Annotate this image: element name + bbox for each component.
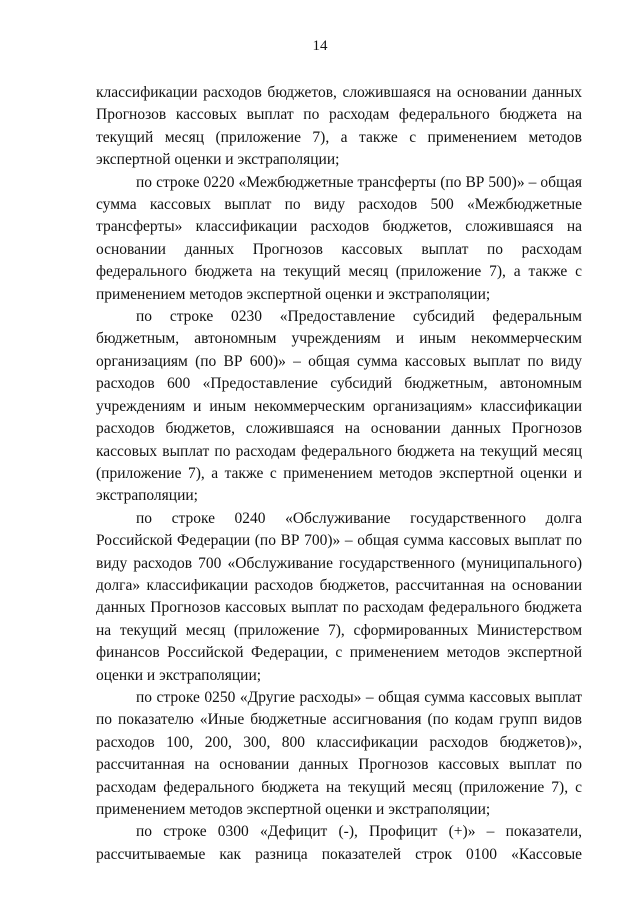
paragraph-line-0250: по строке 0250 «Другие расходы» – общая сумма кассовых выплат по показателю «Иные бюджетные ассигнования (по кодам групп видов расходов 100, 200, 300, 800 классификации расходов бюджетов)», рассчитанная на основании данных Прогнозов кассовых выплат по расходам федерального бюджета на текущий месяц (приложение 7), с применением методов экспертной оценки и экстраполяции; — [96, 688, 582, 818]
paragraph-line-0240: по строке 0240 «Обслуживание государственного долга Российской Федерации (по ВР 700)» – общая сумма кассовых выплат по виду расходов 700 «Обслуживание государственного (муниципального) долга» классификации расходов бюджетов, рассчитанная на основании данных Прогнозов кассовых выплат по расходам федерального бюджета на текущий месяц (приложение 7), сформированных Министерством финансов Российской Федерации, с применением методов экспертной оценки и экстраполяции; — [96, 509, 582, 684]
document-body — [96, 82, 582, 866]
paragraph-line-0230: по строке 0230 «Предоставление субсидий федеральным бюджетным, автономным учреждениям и иным некоммерческим организациям (по ВР 600)» – общая сумма кассовых выплат по виду расходов 600 «Предоставление субсидий бюджетным, автономным учреждениям и иным некоммерческим организациям» классификации расходов бюджетов, сложившаяся на основании данных Прогнозов кассовых выплат по расходам федерального бюджета на текущий месяц (приложение 7), а также с применением методов экспертной оценки и экстраполяции; — [96, 308, 582, 505]
page-number: 14 — [312, 38, 328, 54]
paragraph-continuation: классификации расходов бюджетов, сложившаяся на основании данных Прогнозов кассовых выплат по расходам федерального бюджета на текущий месяц (приложение 7), а также с применением методов экспертной оценки и экстраполяции; — [96, 84, 582, 169]
paragraph-line-0220: по строке 0220 «Межбюджетные трансферты (по ВР 500)» – общая сумма кассовых выплат по виду расходов 500 «Межбюджетные трансферты» классификации расходов бюджетов, сложившаяся на основании данных Прогнозов кассовых выплат по расходам федерального бюджета на текущий месяц (приложение 7), а также с применением методов экспертной оценки и экстраполяции; — [96, 173, 582, 303]
paragraph-line-0300: по строке 0300 «Дефицит (-), Профицит (+)» – показатели, рассчитываемые как разница показателей строк 0100 «Кассовые — [96, 823, 582, 863]
